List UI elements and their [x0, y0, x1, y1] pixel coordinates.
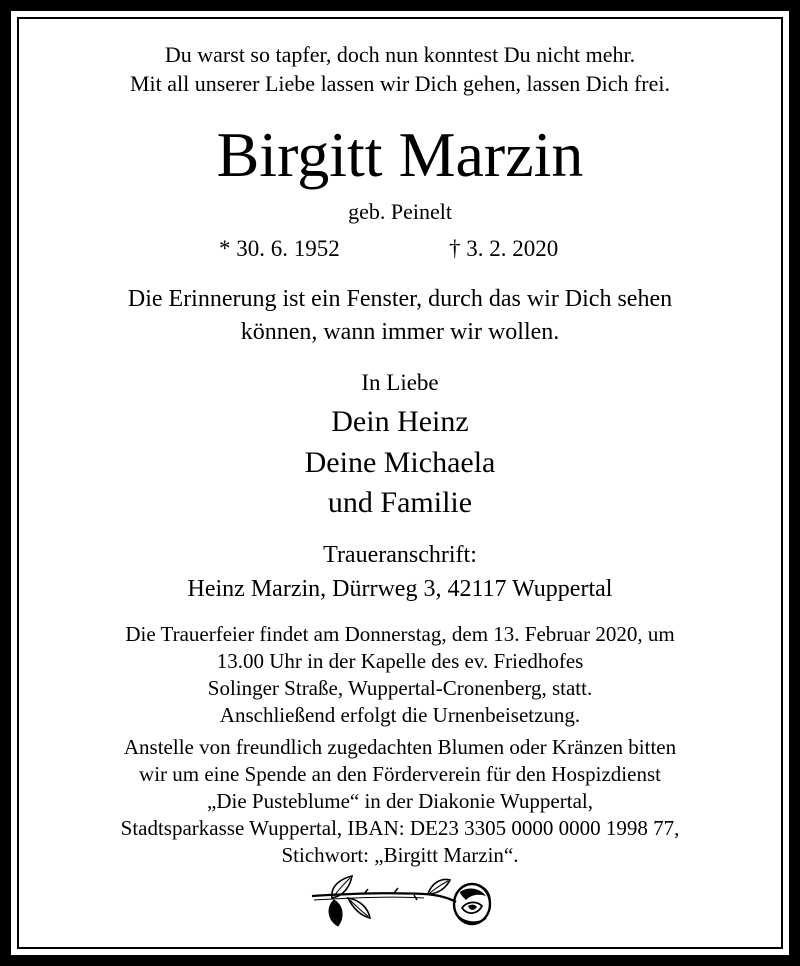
funeral-line-2: 13.00 Uhr in der Kapelle des ev. Friedhofes — [216, 649, 584, 673]
funeral-line-4: Anschließend erfolgt die Urnenbeisetzung. — [219, 703, 581, 727]
funeral-line-1: Die Trauerfeier findet am Donnerstag, dem 13. Februar 2020, um — [125, 622, 675, 646]
quote-line-1: Die Erinnerung ist ein Fenster, durch das wir Dich sehen — [127, 286, 673, 312]
obituary-notice — [19, 19, 781, 947]
donation-line-2: wir um eine Spende an den Förderverein für den Hospizdienst — [139, 762, 661, 786]
mourning-address: Heinz Marzin, Dürrweg 3, 42117 Wuppertal — [187, 576, 613, 602]
mourner-2: Deine Michaela — [304, 446, 496, 479]
quote-line-2: können, wann immer wir wollen. — [240, 319, 560, 345]
funeral-line-3: Solinger Straße, Wuppertal-Cronenberg, statt. — [207, 676, 593, 700]
maiden-name: geb. Peinelt — [348, 199, 452, 224]
address-label: Traueranschrift: — [323, 542, 477, 568]
mourner-3: und Familie — [327, 486, 473, 519]
donation-line-5: Stichwort: „Birgitt Marzin“. — [281, 843, 519, 867]
donation-line-1: Anstelle von freundlich zugedachten Blumen oder Kränzen bitten — [123, 735, 677, 759]
mourner-1: Dein Heinz — [331, 405, 469, 438]
verse-line-2: Mit all unserer Liebe lassen wir Dich gehen, lassen Dich frei. — [129, 71, 671, 96]
rose-icon — [304, 874, 494, 930]
deceased-name: Birgitt Marzin — [216, 119, 584, 190]
verse-line-1: Du warst so tapfer, doch nun konntest Du nicht mehr. — [164, 42, 636, 67]
donation-line-4: Stadtsparkasse Wuppertal, IBAN: DE23 3305 0000 0000 1998 77, — [120, 816, 680, 840]
birth-date: * 30. 6. 1952 — [219, 236, 340, 261]
donation-line-3: „Die Pusteblume“ in der Diakonie Wuppertal, — [207, 789, 593, 813]
death-date: † 3. 2. 2020 — [449, 236, 559, 261]
in-love-label: In Liebe — [361, 370, 439, 395]
